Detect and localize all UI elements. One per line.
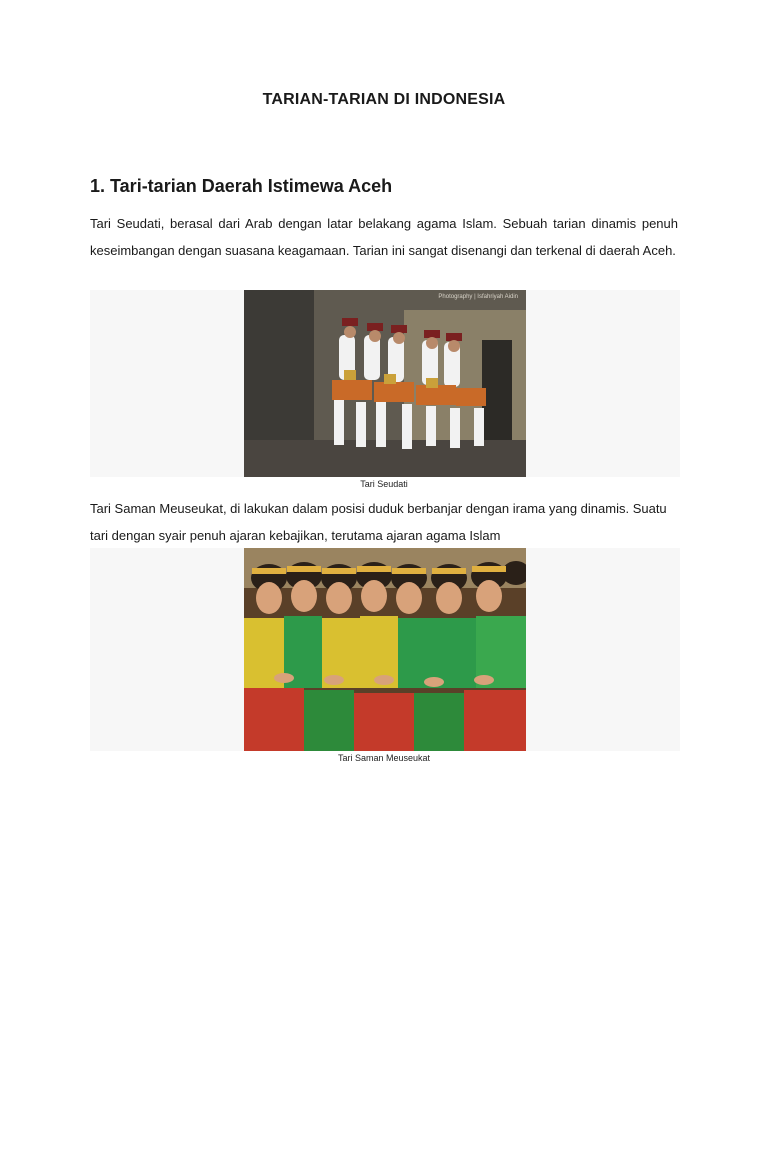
figure-caption-saman: Tari Saman Meuseukat xyxy=(337,753,431,763)
figure-caption-seudati: Tari Seudati xyxy=(360,479,408,489)
seudati-photo xyxy=(244,290,526,477)
paragraph-saman: Tari Saman Meuseukat, di lakukan dalam posisi duduk berbanjar dengan irama yang dinamis. Suatu tari dengan syair penuh ajaran kebajikan, terutama ajaran agama Islam xyxy=(90,501,667,543)
paragraph-seudati: Tari Seudati, berasal dari Arab dengan latar belakang agama Islam. Sebuah tarian dinamis penuh keseimbangan dengan suasana keagamaan. Tarian ini sangat disenangi dan terkenal di daerah Aceh. xyxy=(90,216,678,258)
saman-photo xyxy=(244,548,526,751)
photo-watermark: Photography | Isfahriyah Aidin xyxy=(438,294,518,300)
page-title: TARIAN-TARIAN DI INDONESIA xyxy=(262,91,506,108)
section-heading: 1. Tari-tarian Daerah Istimewa Aceh xyxy=(90,176,393,196)
